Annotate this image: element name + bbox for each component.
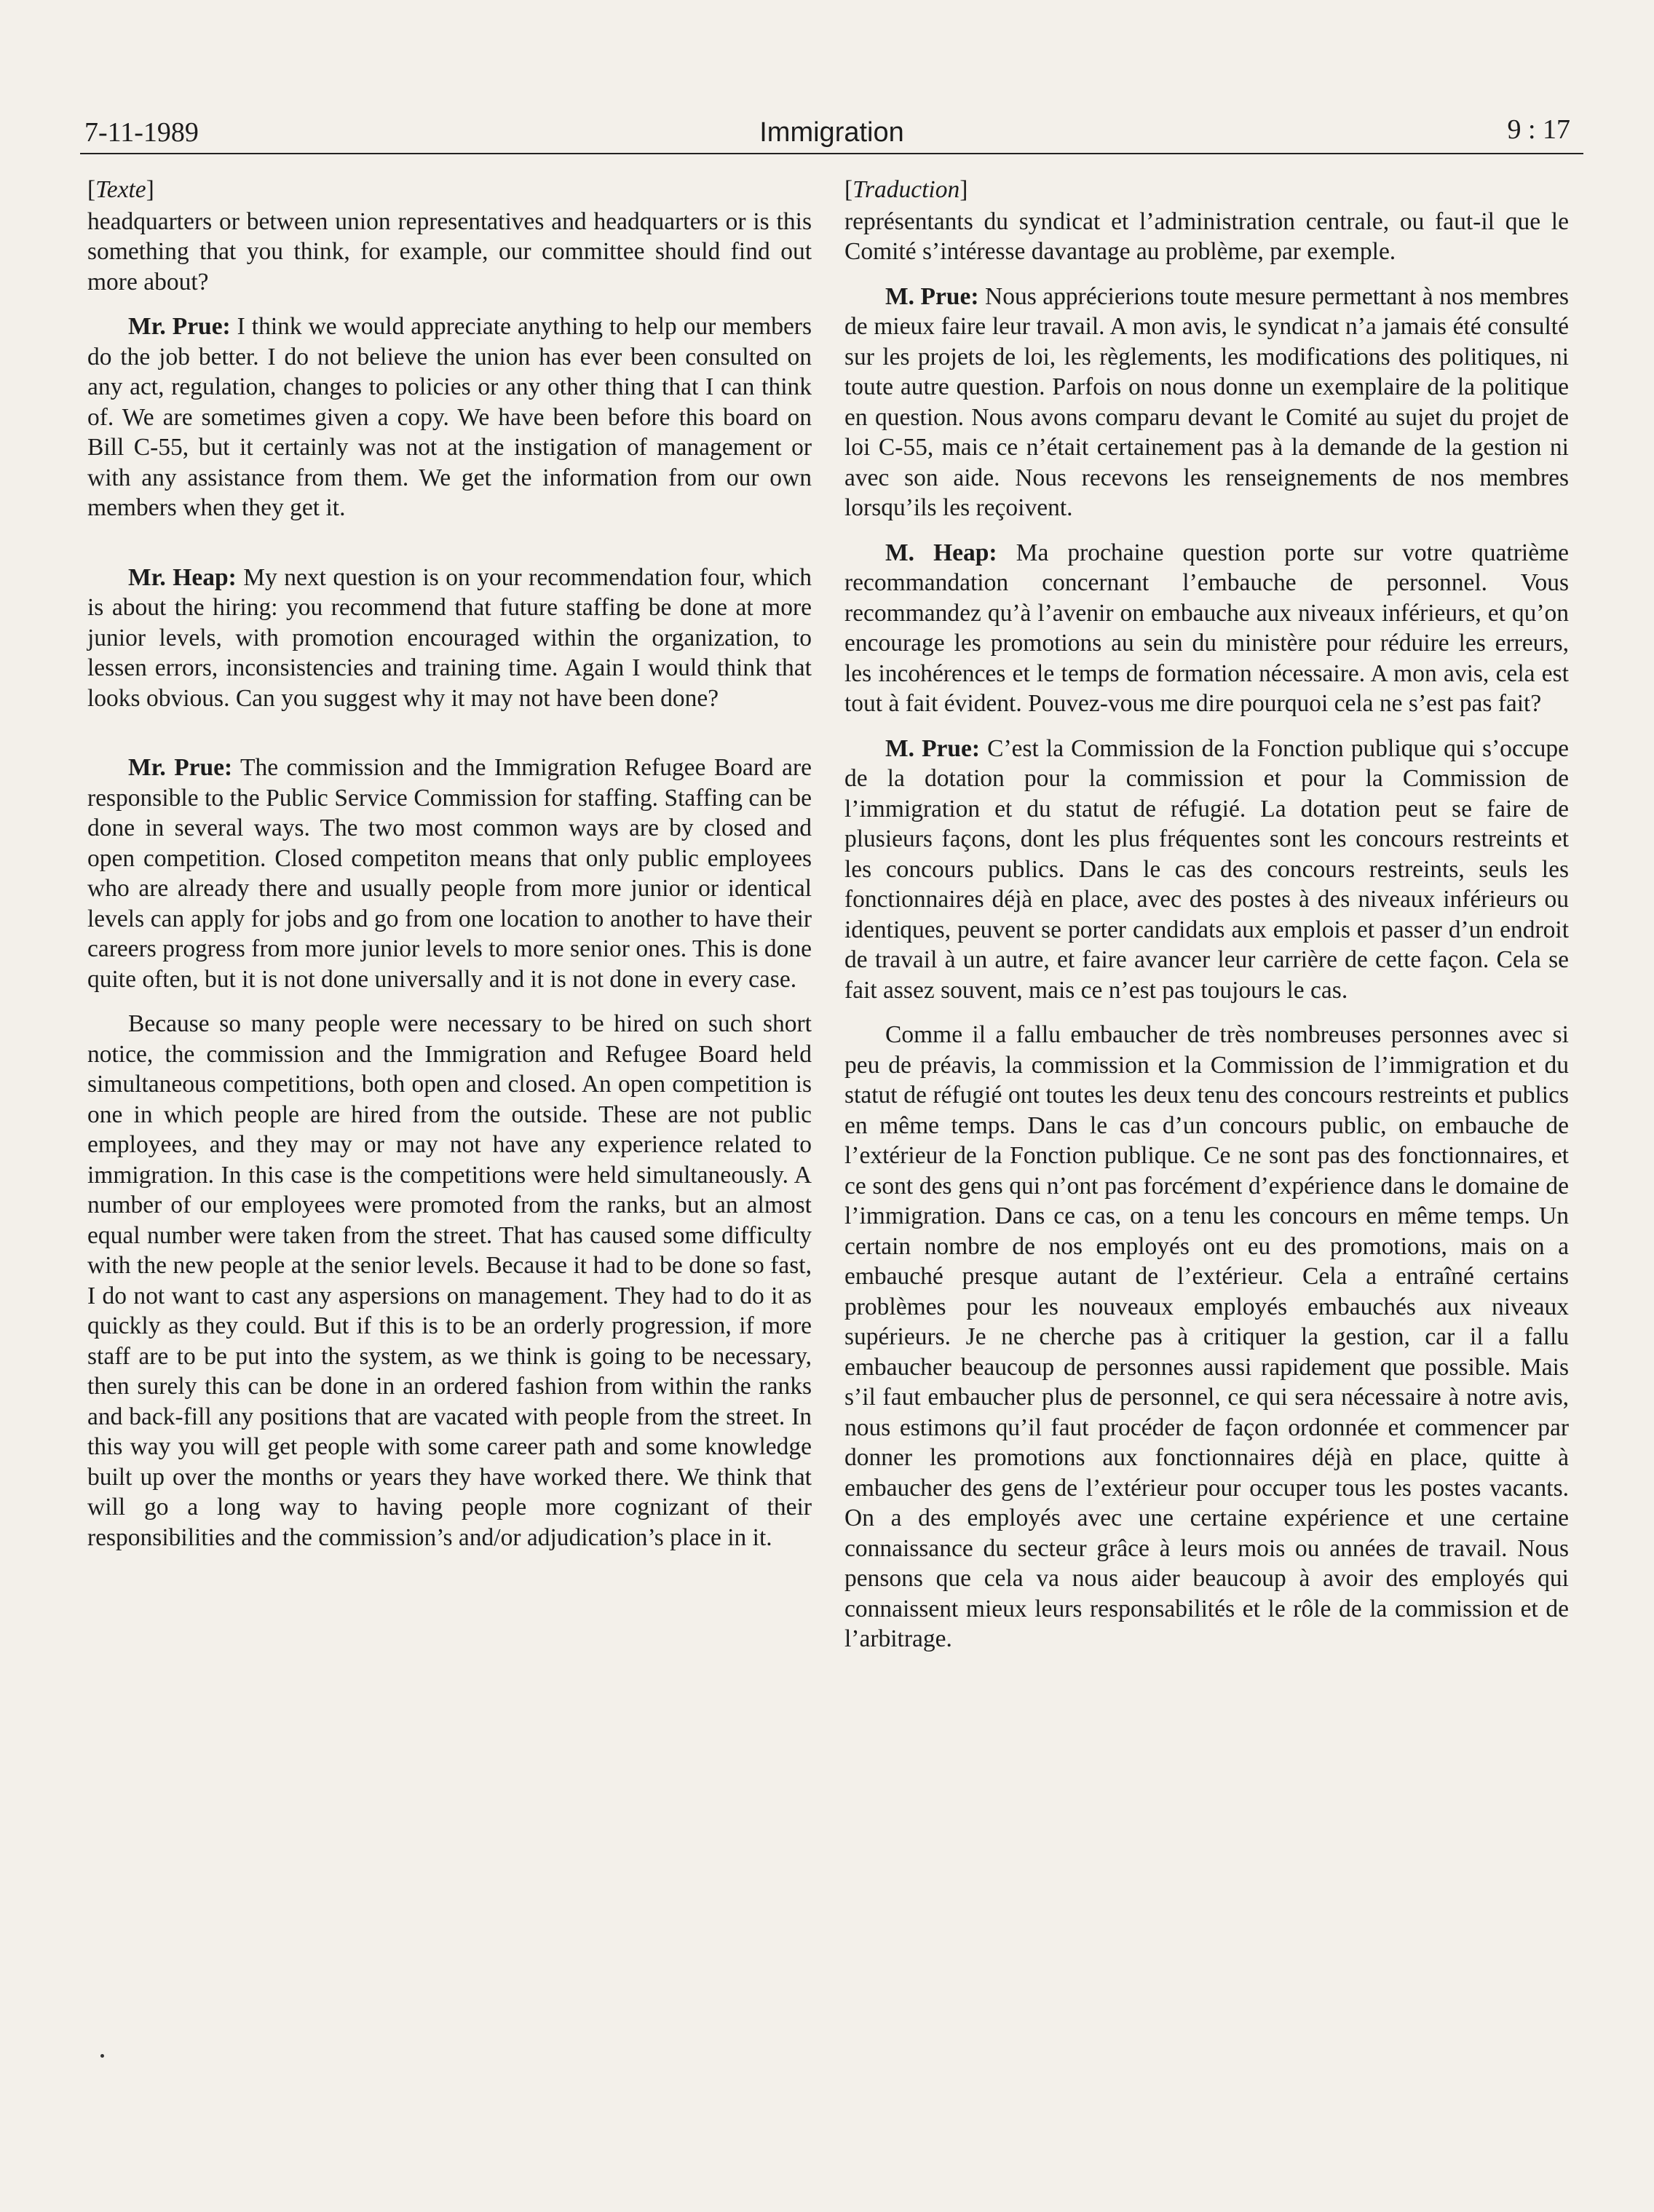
header-title: Immigration: [759, 117, 904, 148]
paragraph: Because so many people were necessary to be hired on such short notice, the commission and the Immigration and Refugee Board held simultaneous competitions, both open and closed. An open competition is one in which people are hired from the outside. These are not public employees, and they may or may not have any experience related to immigration. In this case is the competitions were held simultaneously. A number of our employees were promoted from the ranks, but an almost equal number were taken from the street. That has caused some difficulty with the new people at the senior levels. Because it had to be done so fast, I do not want to cast any aspersions on management. They had to do it as quickly as they could. But if this is to be an orderly progression, if more staff are to be put into the system, as we think is going to be necessary, then surely this can be done in an ordered fashion from within the ranks and back-fill any positions that are vacated with people from the street. In this way you will get people with some career path and some knowledge built up over the months or years they have worked there. We think that will go a long way to having people more cognizant of their responsibilities and the commission’s and/or adjudication’s place in it.: [87, 1010, 812, 1551]
paragraph: représentants du syndicat et l’administration centrale, ou faut-il que le Comité s’intéresse davantage au problème, par exemple.: [844, 207, 1569, 265]
paragraph: M. Heap: Ma prochaine question porte sur votre quatrième recommandation concernant l’embauche de personnel. Vous recommandez qu’à l’avenir on embauche aux niveaux inférieurs, et qu’on encourage les promotions au sein du ministère pour réduire les erreurs, les incohérences et le temps de formation nécessaire. A mon avis, cela est tout à fait évident. Pouvez-vous me dire pourquoi cela ne s’est pas fait?: [844, 539, 1569, 717]
speaker-name: M. Heap:: [885, 539, 997, 566]
speaker-name: Mr. Heap:: [128, 563, 237, 591]
header-page-number: 9 : 17: [1507, 114, 1570, 145]
speaker-name: M. Prue:: [885, 734, 981, 762]
speaker-name: Mr. Prue:: [128, 313, 231, 340]
column-label: [Texte]: [87, 176, 154, 203]
paragraph: Comme il a fallu embaucher de très nombreuses personnes avec si peu de préavis, la commission et la Commission de l’immigration et du statut de réfugié ont toutes les deux tenu des concours restreints et publics en même temps. Dans le cas d’un concours public, on embauche de l’extérieur de la Fonction publique. Ce ne sont pas des fonctionnaires, et ce sont des gens qui n’ont pas forcément d’expérience dans le domaine de l’immigration. Dans ce cas, on a tenu les concours en même temps. Un certain nombre de nos employés ont eu des promotions, mais on a embauché presque autant de l’extérieur. Cela a entraîné certains problèmes pour les nouveaux employés embauchés aux niveaux supérieurs. Je ne cherche pas à critiquer la gestion, car il a fallu embaucher beaucoup de personnes aussi rapidement que possible. Mais s’il faut embaucher plus de personnel, ce qui sera nécessaire à notre avis, nous estimons qu’il faut procéder de façon ordonnée et commencer par donner les promotions aux fonctionnaires déjà en place, quitte à embaucher des gens de l’extérieur pour occuper tous les postes vacants. On a des employés avec une certaine expérience et une certaine connaissance du secteur grâce à leurs mois ou années de travail. Nous pensons que cela va nous aider beaucoup à avoir des employés qui connaissent mieux leurs responsabilités et le rôle de la commission et de l’arbitrage.: [844, 1021, 1569, 1652]
speaker-name: Mr. Prue:: [128, 754, 233, 781]
paragraph: M. Prue: C’est la Commission de la Fonction publique qui s’occupe de la dotation pour la commission et pour la Commission de l’immigration et du statut de réfugié. La dotation peut se faire de plusieurs façons, dont les plus fréquentes sont les concours restreints et les concours publics. Dans le cas des concours restreints, seuls les fonctionnaires déjà en place, avec des postes à des niveaux inférieurs ou identiques, peuvent se porter candidats aux emplois et passer d’un endroit de travail à un autre, et faire avancer leur carrière de cette façon. Cela se fait assez souvent, mais ce n’est pas toujours le cas.: [844, 734, 1570, 1004]
paragraph: headquarters or between union representatives and headquarters or is this something that you think, for example, our committee should find out more about?: [87, 207, 812, 296]
paragraph: Mr. Prue: The commission and the Immigration Refugee Board are responsible to the Public Service Commission for staffing. Staffing can be done in several ways. The two most common ways are by closed and open competition. Closed competiton means that only public employees who are already there and usually people from more junior or identical levels can apply for jobs and go from one location to another to have their careers progress from more junior levels to more senior ones. This is done quite often, but it is not done universally and it is not done in every case.: [87, 754, 812, 993]
margin-mark: [100, 2054, 104, 2058]
speaker-name: M. Prue:: [885, 282, 979, 310]
english-column: [87, 175, 812, 1567]
header-date: 7-11-1989: [84, 117, 199, 148]
page-header: [80, 109, 1583, 154]
paragraph: Mr. Heap: My next question is on your recommendation four, which is about the hiring: you recommend that future staffing be done at more junior levels, with promotion encouraged within the organization, to lessen errors, inconsistencies and training time. Again I would think that looks obvious. Can you suggest why it may not have been done?: [87, 563, 812, 712]
paragraph: Mr. Prue: I think we would appreciate anything to help our members do the job better. I do not believe the union has ever been consulted on any act, regulation, changes to policies or any other thing that I can think of. We are sometimes given a copy. We have been before this board on Bill C-55, but it certainly was not at the instigation of management or with any assistance from them. We get the information from our own members when they get it.: [87, 313, 812, 521]
column-label: [Traduction]: [844, 176, 968, 203]
french-column: [844, 175, 1569, 1669]
paragraph: M. Prue: Nous apprécierions toute mesure permettant à nos membres de mieux faire leur travail. A mon avis, le syndicat n’a jamais été consulté sur les projets de loi, les règlements, les modifications des politiques, ni toute autre question. Parfois on nous donne un exemplaire de la politique en question. Nous avons comparu devant le Comité au sujet du projet de loi C-55, mais ce n’était certainement pas à la demande de la gestion ni avec son aide. Nous recevons les renseignements de nos membres lorsqu’ils les reçoivent.: [844, 282, 1570, 521]
